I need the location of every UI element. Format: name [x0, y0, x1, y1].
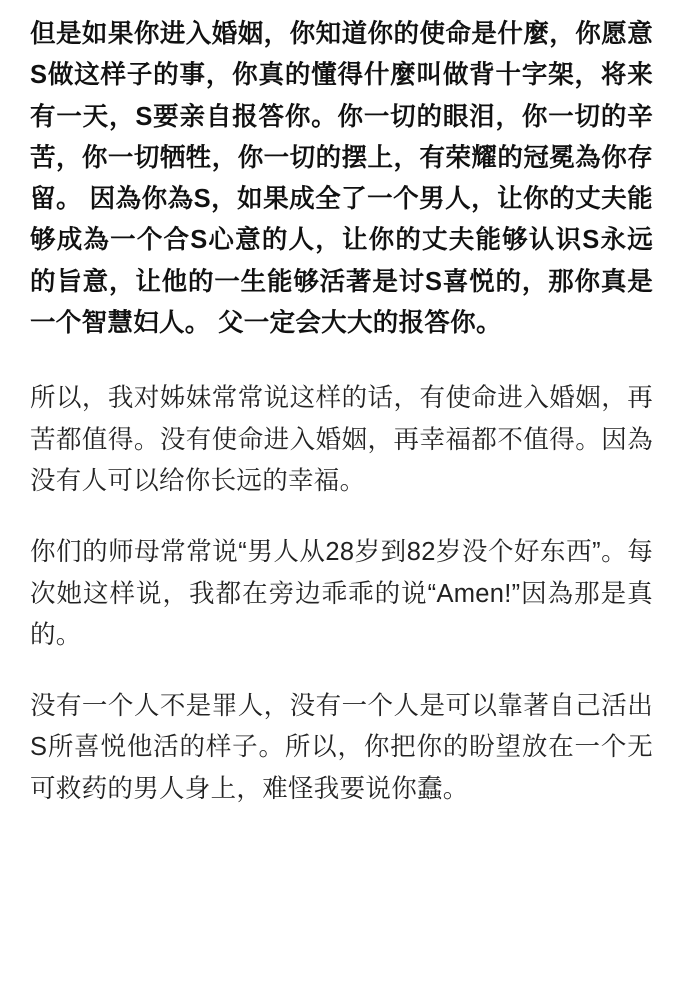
paragraph-block-2: 所以，我对姊妹常常说这样的话，有使命进入婚姻，再苦都值得。没有使命进入婚姻，再幸福都不值得。因為没有人可以给你长远的幸福。 [30, 384, 653, 495]
paragraph-block-3: 你们的师母常常说“男人从28岁到82岁没个好东西”。每次她这样说，我都在旁边乖乖的说“Amen!”因為那是真的。 [30, 538, 653, 649]
paragraph-block-4: 没有一个人不是罪人，没有一个人是可以靠著自己活出S所喜悦他活的样子。所以，你把你的盼望放在一个无可救药的男人身上，难怪我要说你蠢。 [30, 692, 653, 803]
paragraph-block-1: 但是如果你进入婚姻，你知道你的使命是什麼，你愿意S做这样子的事，你真的懂得什麼叫做背十字架，将来有一天，S要亲自报答你。你一切的眼泪，你一切的辛苦，你一切牺牲，你一切的摆上，有荣耀的冠冕為你存留。 因為你為S，如果成全了一个男人，让你的丈夫能够成為一个合S心意的人，让你的丈夫能够认识S永远的旨意，让他的一生能够活著是讨S喜悦的，那你真是一个智慧妇人。 父一定会大大的报答你。 [30, 20, 653, 338]
